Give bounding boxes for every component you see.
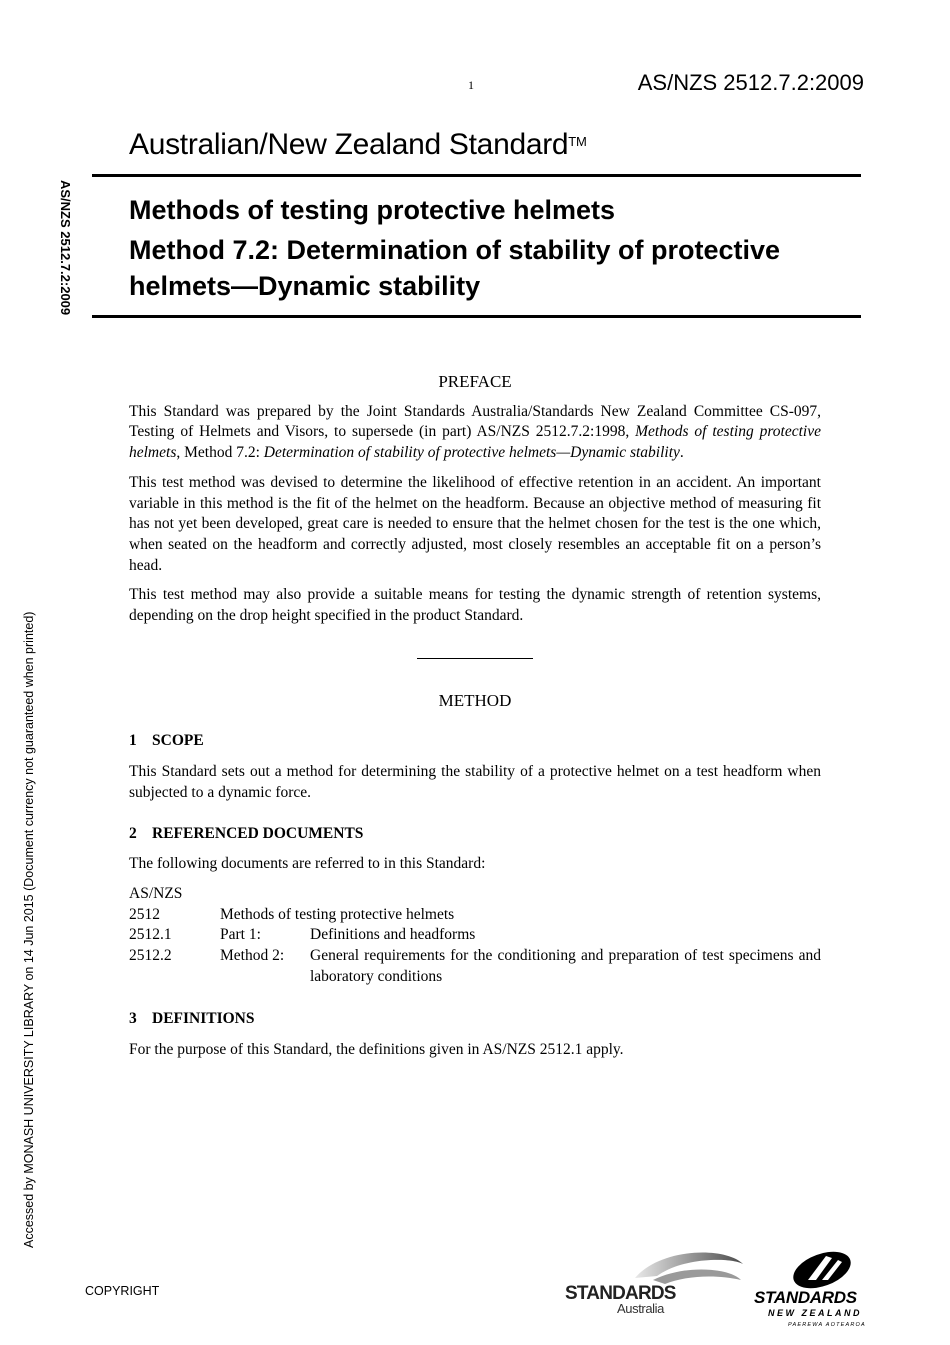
preface-p1-method: , Method 7.2:	[176, 444, 264, 462]
reference-title: Definitions and headforms	[310, 926, 476, 944]
top-rule	[92, 174, 861, 177]
standards-nz-maori: PAEREWA AOTEAROA	[788, 1322, 866, 1328]
preface-paragraph-1	[129, 402, 821, 464]
standard-title	[129, 128, 586, 162]
side-document-number: AS/NZS 2512.7.2:2009	[58, 180, 73, 316]
preface-heading: PREFACE	[438, 372, 512, 391]
reference-row	[129, 946, 821, 987]
standards-australia-swoosh-lower	[653, 1269, 741, 1284]
standards-nz-wordmark: STANDARDS	[754, 1288, 857, 1307]
section-2-text: The following documents are referred to in this Standard:	[129, 855, 486, 873]
reference-group: AS/NZS	[129, 884, 183, 902]
main-content	[129, 372, 821, 1070]
section-2-heading	[129, 824, 821, 845]
reference-list	[129, 884, 821, 988]
section-divider	[417, 658, 533, 659]
standards-australia-logo	[565, 1250, 745, 1320]
reference-part: Method 2:	[220, 947, 285, 965]
method-heading: METHOD	[438, 690, 512, 710]
section-2-number: 2	[129, 824, 137, 842]
standards-new-zealand-logo	[752, 1250, 892, 1330]
standards-nz-subtitle: NEW ZEALAND	[768, 1308, 862, 1318]
reference-code: 2512	[129, 905, 160, 923]
standards-australia-subtitle: Australia	[617, 1301, 664, 1316]
preface-p1-italic-title: Methods of testing protective helmets	[129, 423, 821, 462]
document-subtitle: Method 7.2: Determination of stability of protective helmets—Dynamic stability	[129, 235, 781, 301]
trademark: TM	[568, 134, 587, 149]
preface-paragraph-3: This test method may also provide a suitable means for testing the dynamic strength of retention systems, depending on the drop height specified in the product Standard.	[129, 586, 821, 625]
section-1-heading	[129, 731, 821, 752]
reference-row	[129, 905, 821, 926]
section-2-title: REFERENCED DOCUMENTS	[152, 824, 364, 842]
section-3-text: For the purpose of this Standard, the definitions given in AS/NZS 2512.1 apply.	[129, 1041, 624, 1059]
section-3-number: 3	[129, 1010, 137, 1028]
reference-title: Methods of testing protective helmets	[220, 905, 455, 923]
reference-title: General requirements for the conditioning and preparation of test specimens and laboratory conditions	[310, 947, 821, 985]
section-1-title: SCOPE	[152, 732, 204, 750]
section-3-heading	[129, 1009, 821, 1030]
reference-row	[129, 925, 821, 946]
document-title: Methods of testing protective helmets	[129, 195, 616, 225]
preface-p1-text: This Standard was prepared by the Joint Standards Australia/Standards New Zealand Committee CS-097, Testing of Helmets and Visors, to supersede (in part) AS/NZS 2512.7.2:1998,	[129, 402, 821, 441]
reference-code: 2512.1	[129, 926, 172, 944]
standards-australia-wordmark: STANDARDS	[565, 1283, 676, 1304]
preface-p1-end: .	[679, 444, 684, 462]
access-note: Accessed by MONASH UNIVERSITY LIBRARY on 14 Jun 2015 (Document currency not guaranteed when printed)	[22, 611, 36, 1248]
section-1-number: 1	[129, 732, 137, 750]
copyright-notice: COPYRIGHT	[85, 1284, 160, 1298]
document-number: AS/NZS 2512.7.2:2009	[637, 70, 864, 95]
reference-code: 2512.2	[129, 947, 172, 965]
preface-paragraph-2: This test method was devised to determine the likelihood of effective retention in an accident. An important variable in this method is the fit of the helmet on the headform. Because an objective method of measuring fit has not yet been developed, great care is needed to ensure that the helmet chosen for the test is the one which, when seated on the headform and correctly adjusted, most closely resembles an acceptable fit on a person’s head.	[129, 473, 821, 574]
preface-p1-italic-method: Determination of stability of protective helmets—Dynamic stability	[263, 444, 680, 462]
section-1-text: This Standard sets out a method for determining the stability of a protective helmet on a test headform when subjected to a dynamic force.	[129, 763, 821, 801]
bottom-rule	[92, 315, 861, 318]
standard-title-text: Australian/New Zealand Standard	[129, 128, 569, 161]
reference-part: Part 1:	[220, 926, 261, 944]
page-number: 1	[468, 78, 474, 92]
section-3-title: DEFINITIONS	[152, 1010, 255, 1028]
